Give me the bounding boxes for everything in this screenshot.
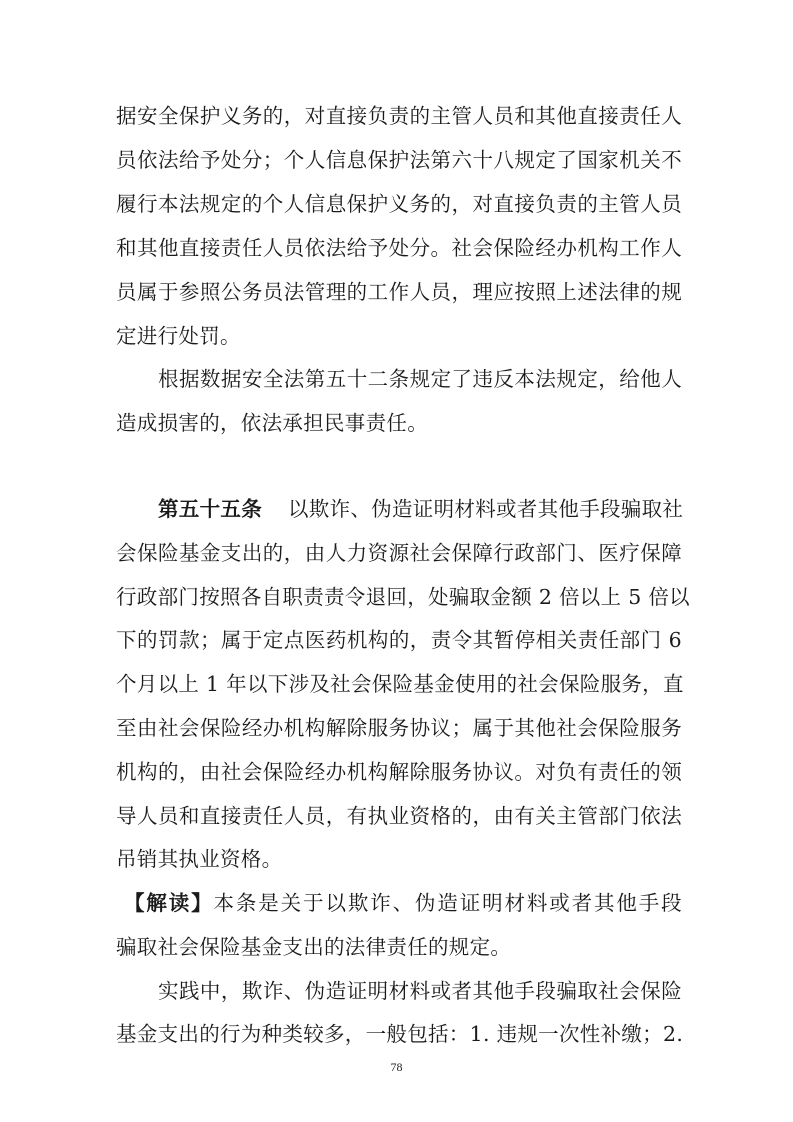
text-line: 以欺诈、伪造证明材料或者其他手段骗取社	[288, 497, 684, 521]
text-line: 基金支出的行为种类较多，一般包括：1. 违规一次性补缴；2.	[116, 1022, 684, 1046]
text-line: 导人员和直接责任人员，有执业资格的，由有关主管部门依法	[116, 804, 682, 828]
article-heading: 第五十五条	[158, 497, 262, 521]
text-line: 员属于参照公务员法管理的工作人员，理应按照上述法律的规	[116, 280, 682, 304]
text-line: 会保险基金支出的，由人力资源社会保障行政部门、医疗保障	[116, 541, 682, 565]
text-line: 定进行处罚。	[116, 324, 241, 348]
text-line: 机构的，由社会保险经办机构解除服务协议。对负有责任的领	[116, 760, 682, 784]
text-line: 和其他直接责任人员依法给予处分。社会保险经办机构工作人	[116, 236, 682, 260]
text-line: 实践中，欺诈、伪造证明材料或者其他手段骗取社会保险	[158, 979, 682, 1003]
interpretation-heading: 【解读】	[124, 891, 214, 915]
page-number: 78	[390, 1060, 403, 1074]
text-line: 下的罚款；属于定点医药机构的，责令其暂停相关责任部门 6	[116, 628, 682, 652]
text-line: 据安全保护义务的，对直接负责的主管人员和其他直接责任人	[116, 104, 682, 128]
text-line: 骗取社会保险基金支出的法律责任的规定。	[116, 935, 512, 959]
text-line: 本条是关于以欺诈、伪造证明材料或者其他手段	[213, 891, 682, 915]
text-line: 至由社会保险经办机构解除服务协议；属于其他社会保险服务	[116, 716, 682, 740]
interpretation-first-line	[124, 890, 682, 916]
text-line: 吊销其执业资格。	[116, 847, 283, 871]
text-line: 履行本法规定的个人信息保护义务的，对直接负责的主管人员	[116, 192, 682, 216]
article-first-line	[158, 496, 682, 522]
text-line: 根据数据安全法第五十二条规定了违反本法规定，给他人	[158, 367, 682, 391]
text-line: 个月以上 1 年以下涉及社会保险基金使用的社会保险服务，直	[116, 672, 684, 696]
text-line: 造成损害的，依法承担民事责任。	[116, 411, 428, 435]
text-line: 员依法给予处分；个人信息保护法第六十八规定了国家机关不	[116, 148, 682, 172]
text-line: 行政部门按照各自职责责令退回，处骗取金额 2 倍以上 5 倍以	[116, 585, 690, 609]
